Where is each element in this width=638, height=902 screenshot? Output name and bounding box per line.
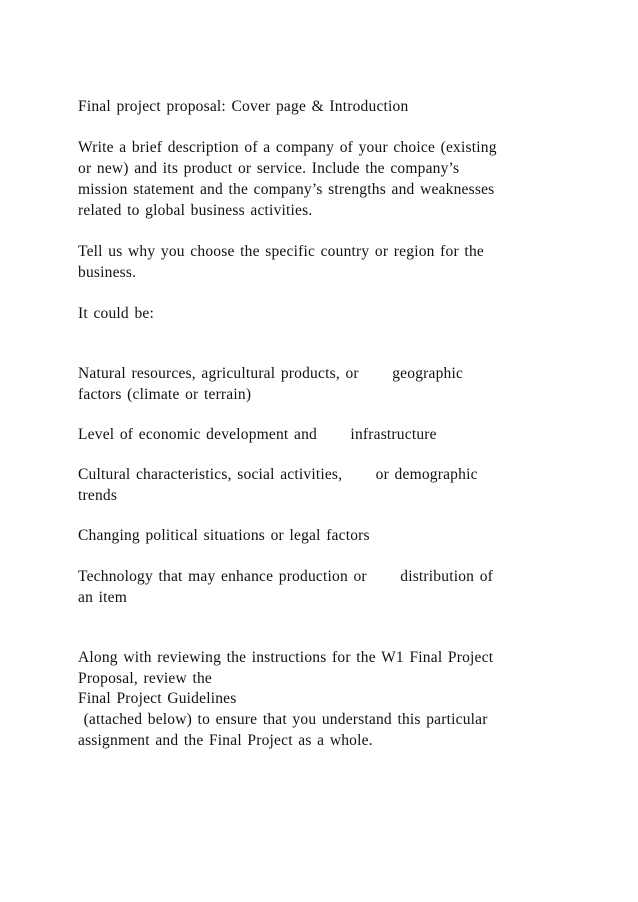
factor-technology: Technology that may enhance production or distribution of: [78, 568, 494, 585]
closing-line: Along with reviewing the instructions for the W1 Final Project: [78, 649, 494, 666]
document-title: Final project proposal: Cover page & Introduction: [78, 98, 409, 115]
country-line: Tell us why you choose the specific country or region for the: [78, 243, 484, 260]
factor-natural: Natural resources, agricultural products, or geographic: [78, 365, 464, 382]
intro-line: related to global business activities.: [78, 202, 313, 219]
factor-natural-cont: factors (climate or terrain): [78, 386, 252, 403]
could-be-heading: It could be:: [78, 305, 154, 322]
closing-line: Proposal, review the: [78, 670, 212, 687]
factor-political: Changing political situations or legal factors: [78, 527, 370, 544]
intro-line: or new) and its product or service. Include the company’s: [78, 160, 460, 177]
factor-cultural-cont: trends: [78, 487, 118, 504]
country-line: business.: [78, 264, 137, 281]
guidelines-title: Final Project Guidelines: [78, 690, 237, 707]
factor-economic: Level of economic development and infrastructure: [78, 426, 437, 443]
factor-technology-cont: an item: [78, 589, 127, 606]
intro-line: mission statement and the company’s strengths and weaknesses: [78, 181, 495, 198]
closing-line: assignment and the Final Project as a whole.: [78, 732, 373, 749]
closing-line: (attached below) to ensure that you understand this particular: [78, 711, 488, 728]
factor-cultural: Cultural characteristics, social activities, or demographic: [78, 466, 478, 483]
intro-line: Write a brief description of a company of your choice (existing: [78, 139, 497, 156]
